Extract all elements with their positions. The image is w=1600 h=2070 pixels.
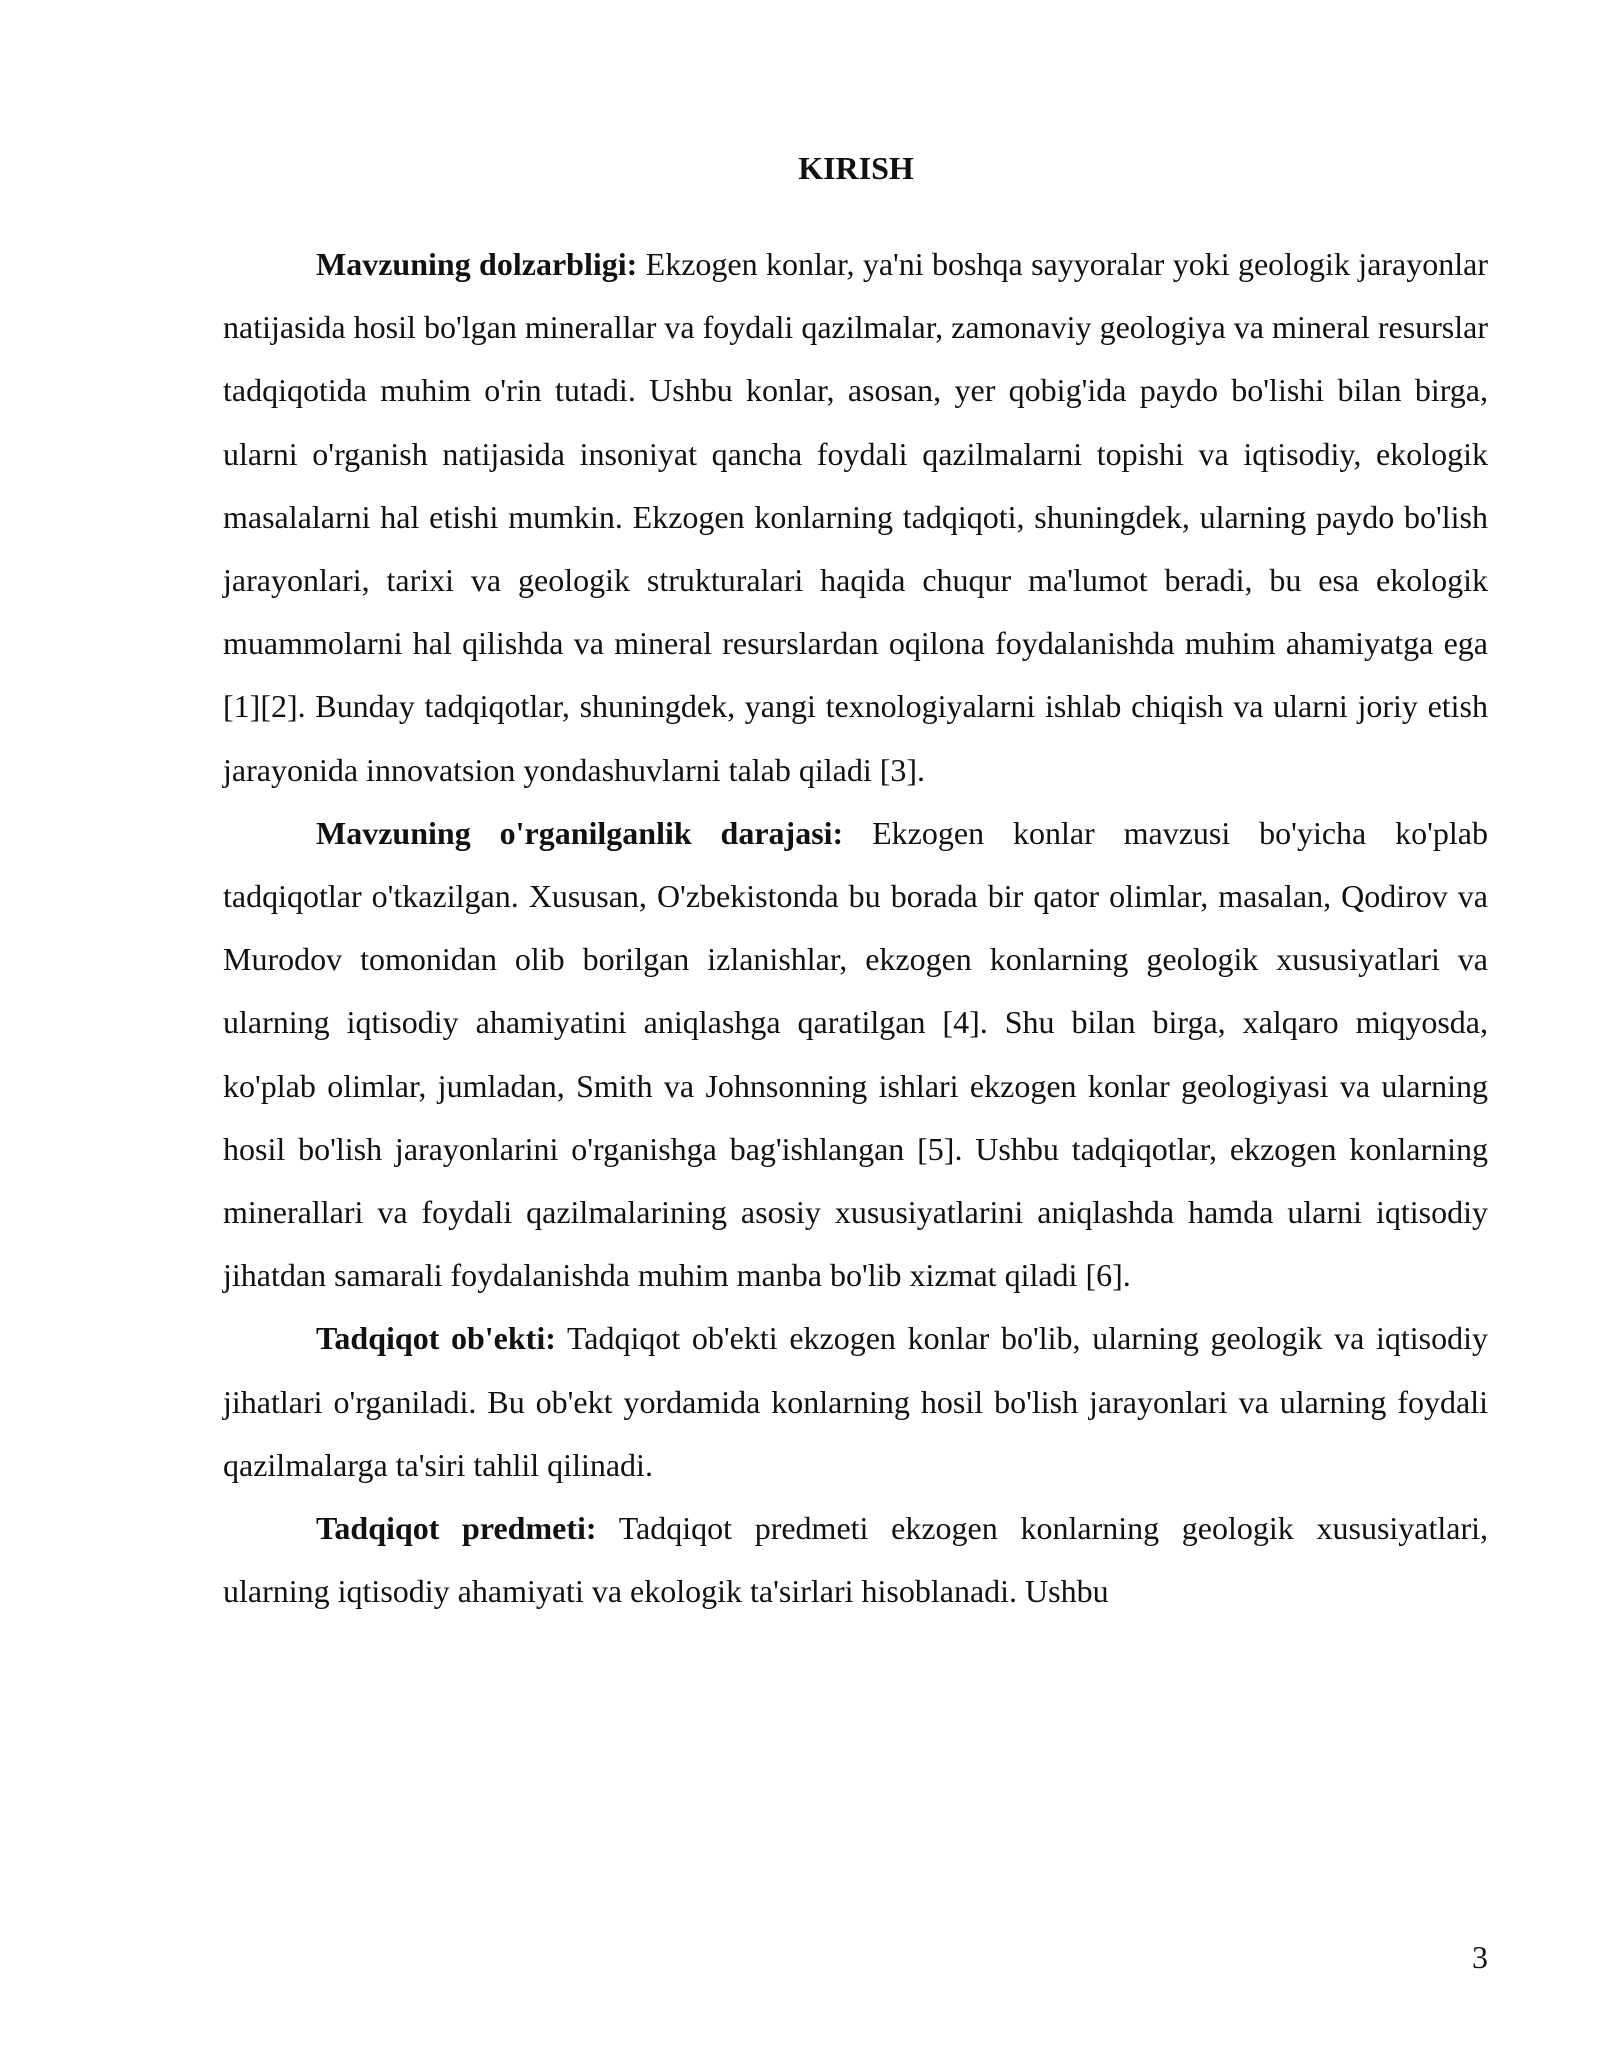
paragraph-heading: Mavzuning dolzarbligi: bbox=[316, 246, 638, 282]
paragraph-research-subject bbox=[223, 1497, 1488, 1623]
paragraph-heading: Tadqiqot predmeti: bbox=[316, 1510, 597, 1547]
paragraph-research-object bbox=[223, 1307, 1488, 1497]
paragraph-heading: Mavzuning o'rganilganlik darajasi: bbox=[316, 814, 844, 851]
document-body bbox=[223, 233, 1488, 1623]
page-title: KIRISH bbox=[798, 150, 914, 186]
page-number: 3 bbox=[1472, 1939, 1488, 1975]
paragraph-study-level bbox=[223, 802, 1488, 1308]
paragraph-text: Ekzogen konlar, ya'ni boshqa sayyoralar yoki geologik jarayonlar natijasida hosil bo'lgan minerallar va foydali qazilmalar, zamonaviy geologiya va mineral resurslar tadqiqotida muhim o'rin tutadi. Ushbu konlar, asosan, yer qobig'ida paydo bo'lishi bilan birga, ularni o'rganish natijasida insoniyat qancha foydali qazilmalarni topishi va iqtisodiy, ekologik masalalarni hal etishi mumkin. Ekzogen konlarning tadqiqoti, shuningdek, ularning paydo bo'lish jarayonlari, tarixi va geologik strukturalari haqida chuqur ma'lumot beradi, bu esa ekologik muammolarni hal qilishda va mineral resurslardan oqilona foydalanishda muhim ahamiyatga ega [1][2]. Bunday tadqiqotlar, shuningdek, yangi texnologiyalarni ishlab chiqish va ularni joriy etish jarayonida innovatsion yondashuvlarni talab qiladi [3]. bbox=[223, 246, 1489, 788]
paragraph-text: Tadqiqot ob'ekti ekzogen konlar bo'lib, ularning geologik va iqtisodiy jihatlari o'rganiladi. Bu ob'ekt yordamida konlarning hosil bo'lish jarayonlari va ularning foydali qazilmalarga ta'siri tahlil qilinadi. bbox=[223, 1320, 1489, 1483]
paragraph-text: Tadqiqot predmeti ekzogen konlarning geologik xususiyatlari, ularning iqtisodiy ahamiyati va ekologik ta'sirlari hisoblanadi. Ushbu bbox=[223, 1510, 1489, 1610]
paragraph-text: Ekzogen konlar mavzusi bo'yicha ko'plab tadqiqotlar o'tkazilgan. Xususan, O'zbekistonda bu borada bir qator olimlar, masalan, Qodirov va Murodov tomonidan olib borilgan izlanishlar, ekzogen konlarning geologik xususiyatlari va ularning iqtisodiy ahamiyatini aniqlashga qaratilgan [4]. Shu bilan birga, xalqaro miqyosda, ko'plab olimlar, jumladan, Smith va Johnsonning ishlari ekzogen konlar geologiyasi va ularning hosil bo'lish jarayonlarini o'rganishga bag'ishlangan [5]. Ushbu tadqiqotlar, ekzogen konlarning minerallari va foydali qazilmalarining asosiy xususiyatlarini aniqlashda hamda ularni iqtisodiy jihatdan samarali foydalanishda muhim manba bo'lib xizmat qiladi [6]. bbox=[223, 814, 1488, 1294]
paragraph-relevance bbox=[223, 233, 1488, 802]
paragraph-heading: Tadqiqot ob'ekti: bbox=[316, 1320, 556, 1357]
